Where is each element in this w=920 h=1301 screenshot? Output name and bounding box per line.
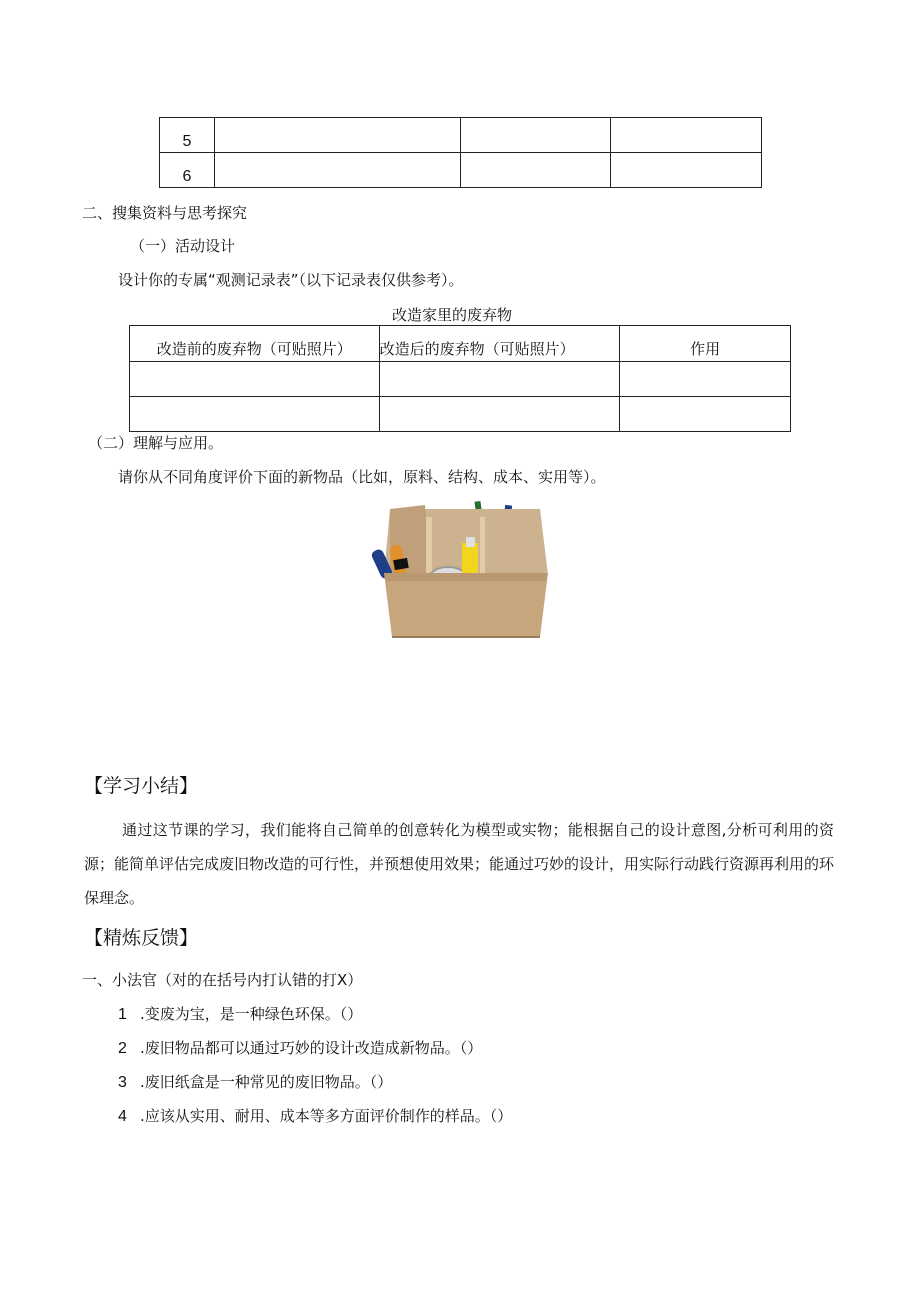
list-item [118, 1106, 512, 1127]
item-text: .废旧纸盒是一种常见的废旧物品。（） [140, 1073, 393, 1091]
table-cell [611, 118, 762, 153]
item-text: .废旧物品都可以通过巧妙的设计改造成新物品。（） [140, 1039, 483, 1057]
table-cell [130, 362, 380, 397]
table-cell [214, 153, 460, 188]
row-number: 5 [160, 118, 215, 153]
part-title: 一、小法官（对的在括号内打认错的打X） [82, 971, 363, 989]
list-item [118, 1072, 392, 1093]
table-cell [460, 153, 611, 188]
table-row [130, 397, 791, 432]
table-row [160, 118, 762, 153]
table-cell [214, 118, 460, 153]
column-header: 改造后的废弃物（可贴照片） [379, 326, 620, 362]
table-cell [620, 362, 791, 397]
subsection-title: （二）理解与应用。 [88, 434, 224, 452]
table-cell [130, 397, 380, 432]
top-table [159, 117, 762, 188]
item-number: 3 [118, 1074, 127, 1091]
item-number: 2 [118, 1040, 127, 1057]
instruction-text: 设计你的专属“观测记录表”（以下记录表仅供参考）。 [118, 271, 464, 289]
table-cell [460, 118, 611, 153]
table-row [130, 362, 791, 397]
table-caption: 改造家里的废弃物 [392, 306, 513, 324]
item-number: 4 [118, 1108, 127, 1125]
summary-heading: 【学习小结】 [84, 775, 199, 797]
list-item [118, 1004, 362, 1025]
table-cell [611, 153, 762, 188]
row-number: 6 [160, 153, 215, 188]
column-header: 改造前的废弃物（可贴照片） [130, 326, 380, 362]
table-cell [620, 397, 791, 432]
table-header-row [130, 326, 791, 362]
table-cell [379, 362, 620, 397]
feedback-heading: 【精炼反馈】 [84, 927, 199, 949]
column-header: 作用 [620, 326, 791, 362]
table-cell [379, 397, 620, 432]
table-row [160, 153, 762, 188]
cardboard-organizer-image [370, 497, 560, 643]
item-number: 1 [118, 1006, 127, 1023]
list-item [118, 1038, 482, 1059]
section-title: 二、搜集资料与思考探究 [82, 204, 248, 222]
item-text: .应该从实用、耐用、成本等多方面评价制作的样品。（） [140, 1107, 513, 1125]
item-text: .变废为宝，是一种绿色环保。（） [140, 1005, 363, 1023]
record-table [129, 325, 791, 432]
summary-paragraph: 通过这节课的学习，我们能将自己简单的创意转化为模型或实物；能根据自己的设计意图,分析可利用的资源；能简单评估完成废旧物改造的可行性，并预想使用效果；能通过巧妙的设计，用实际行动践行资源再利用的环保理念。 [84, 821, 835, 907]
instruction-text: 请你从不同角度评价下面的新物品（比如，原料、结构、成本、实用等）。 [118, 468, 606, 486]
subsection-title: （一）活动设计 [130, 237, 236, 255]
